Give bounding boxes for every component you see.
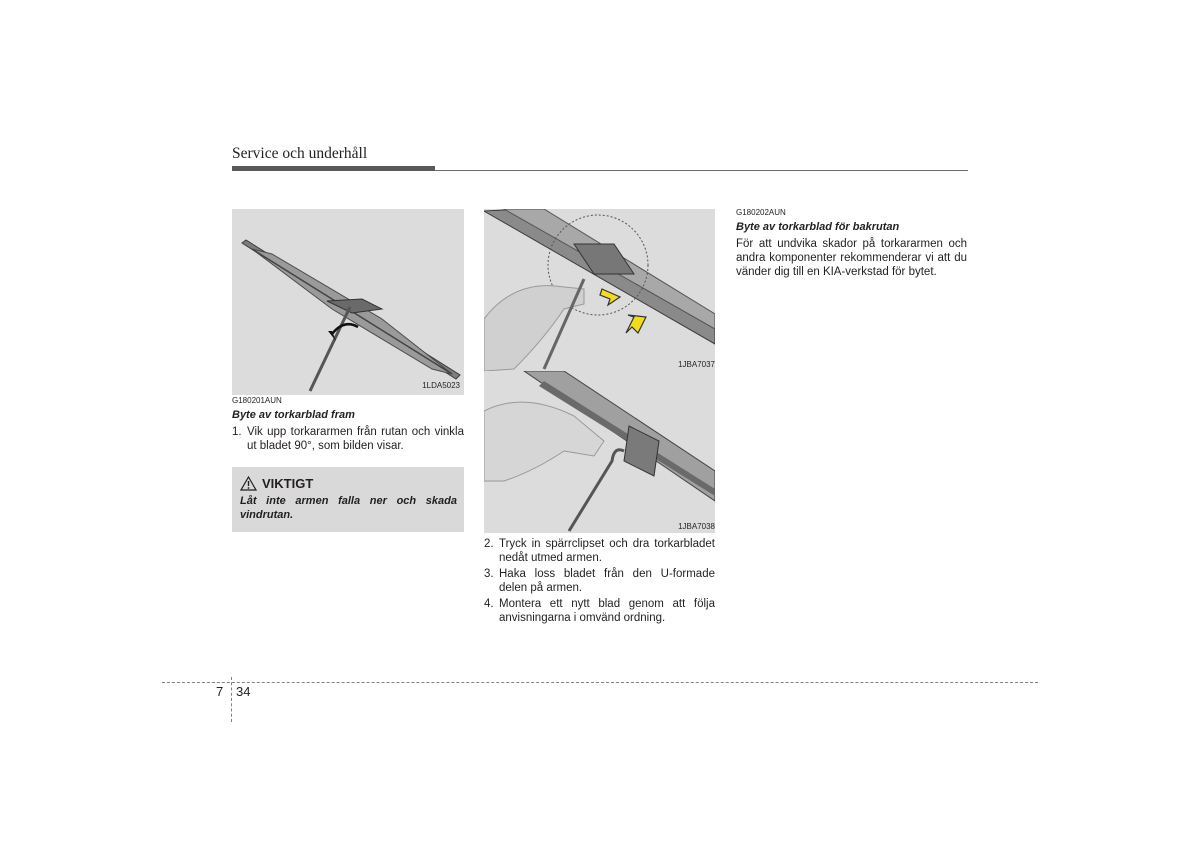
wiper-blade-removal-illustration [484, 371, 715, 533]
wiper-clip-release-illustration [484, 209, 715, 371]
wiper-arm-raised-illustration [232, 209, 464, 395]
step-item: 4. Montera ett nytt blad genom att följa anvisningarna i omvänd ordning. [484, 598, 715, 624]
page-number: 34 [236, 684, 251, 699]
section-heading: Byte av torkarblad för bakrutan [736, 221, 900, 233]
header-rule-accent [232, 166, 435, 171]
steps-list [232, 425, 464, 453]
body-paragraph: För att undvika skador på torkararmen och andra komponenter rekommenderar vi att du vänder dig till en KIA-verkstad för bytet. [736, 238, 967, 278]
figure-code: 1JBA7037 [678, 360, 715, 369]
section-heading: Byte av torkarblad fram [232, 409, 355, 421]
doc-code: G180202AUN [736, 208, 786, 217]
figure-code: 1LDA5023 [422, 381, 460, 390]
figure-remove-blade [484, 371, 715, 533]
step-item: 3. Haka loss bladet från den U-formade delen på armen. [484, 568, 715, 594]
figure-code: 1JBA7038 [678, 522, 715, 531]
figure-release-clip [484, 209, 715, 371]
warning-text: Låt inte armen falla ner och skada vindrutan. [240, 495, 457, 521]
doc-code: G180201AUN [232, 396, 282, 405]
footer-rule [162, 682, 1038, 683]
footer-divider [231, 677, 232, 722]
figure-front-wiper [232, 209, 464, 395]
warning-triangle-icon [240, 476, 257, 491]
steps-list [484, 537, 715, 625]
step-item: 2. Tryck in spärrclipset och dra torkarbladet nedåt utmed armen. [484, 538, 715, 564]
chapter-number: 7 [216, 684, 224, 699]
page-header-title: Service och underhåll [232, 145, 368, 162]
warning-box [232, 467, 464, 532]
warning-header [240, 476, 313, 491]
step-item: 1. Vik upp torkararmen från rutan och vinkla ut bladet 90°, som bilden visar. [232, 426, 464, 452]
warning-title: VIKTIGT [262, 476, 314, 491]
